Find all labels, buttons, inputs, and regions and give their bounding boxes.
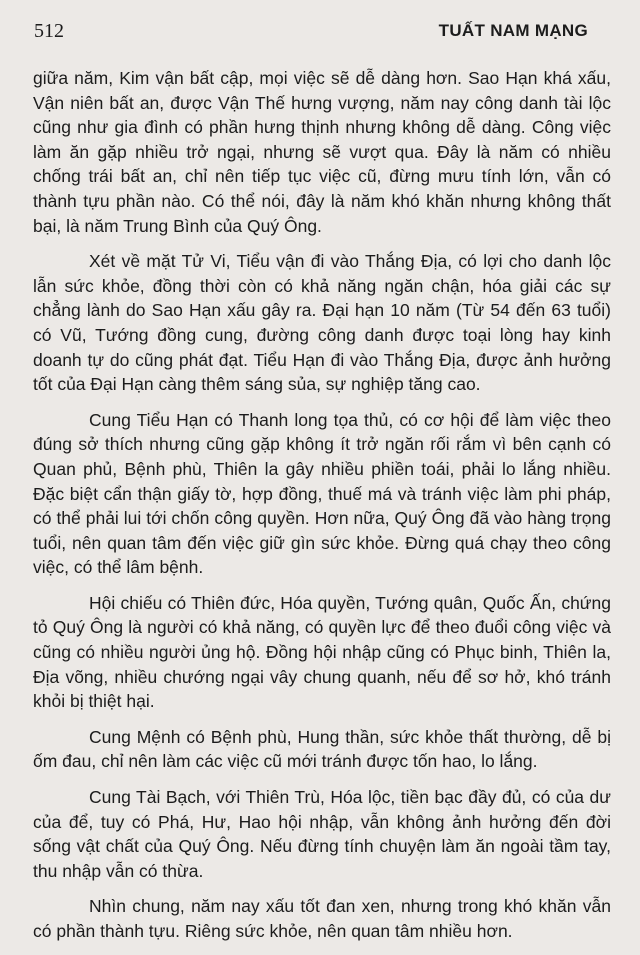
- running-title: TUẤT NAM MẠNG: [438, 21, 588, 40]
- body-text: [33, 66, 611, 955]
- paragraph-cung-menh: Cung Mệnh có Bệnh phù, Hung thần, sức khỏe thất thường, dễ bị ốm đau, chỉ nên làm các việc cũ mới tránh được tốn hao, lo lắng.: [33, 726, 611, 772]
- paragraph-tu-vi: Xét về mặt Tử Vi, Tiểu vận đi vào Thắng Địa, có lợi cho danh lộc lẫn sức khỏe, đồng thời còn có khả năng ngăn chận, hóa giải các sự chẳng lành do Sao Hạn xấu gây ra. Đại hạn 10 năm (Từ 54 đến 63 tuổi) có Vũ, Tướng đồng cung, đường công danh được toại lòng hay kinh doanh tự do cũng phát đạt. Tiểu Hạn đi vào Thắng Địa, được ảnh hưởng tốt của Đại Hạn càng thêm sáng sủa, sự nghiệp tăng cao.: [33, 251, 611, 395]
- paragraph-cung-tai-bach: Cung Tài Bạch, với Thiên Trù, Hóa lộc, tiền bạc đầy đủ, có của dư của để, tuy có Phá, Hư, Hao hội nhập, vẫn không ảnh hưởng đến đời sống vật chất của Quý Ông. Nếu đừng tính chuyện làm ăn ngoài tầm tay, thu nhập vẫn có thừa.: [33, 787, 611, 881]
- paragraph-cung-tieu-han: Cung Tiểu Hạn có Thanh long tọa thủ, có cơ hội để làm việc theo đúng sở thích nhưng cũng gặp không ít trở ngăn rối rắm vì bên cạnh có Quan phủ, Bệnh phù, Thiên la gây nhiều phiền toái, phải lo lắng nhiều. Đặc biệt cẩn thận giấy tờ, hợp đồng, thuế má và tránh việc làm phi pháp, có thể phải lui tới chốn công quyền. Hơn nữa, Quý Ông đã vào hàng trọng tuổi, nên quan tâm đến việc giữ gìn sức khỏe. Đừng quá chạy theo công việc, có thể lâm bệnh.: [33, 409, 611, 578]
- paragraph-hoi-chieu: Hội chiếu có Thiên đức, Hóa quyền, Tướng quân, Quốc Ấn, chứng tỏ Quý Ông là người có khả năng, có quyền lực để theo đuổi công việc và cũng có nhiều người ủng hộ. Đồng hội nhập cũng có Phục binh, Thiên la, Địa võng, nhiều chướng ngại vây chung quanh, nếu để sơ hở, khó tránh khỏi bị thiệt hại.: [33, 592, 611, 712]
- paragraph-continued: giữa năm, Kim vận bất cập, mọi việc sẽ dễ dàng hơn. Sao Hạn khá xấu, Vận niên bất an, được Vận Thế hưng vượng, năm nay công danh tài lộc cũng như gia đình có phần hưng thịnh nhưng không dễ dàng. Công việc làm ăn gặp nhiều trở ngại, nhưng sẽ vượt qua. Đây là năm có nhiều chống trái bất an, chỉ nên tiếp tục việc cũ, đừng mưu tính lớn, vẫn có thành tựu phần nào. Có thể nói, đây là năm khó khăn nhưng không thất bại, là năm Trung Bình của Quý Ông.: [33, 68, 611, 236]
- paragraph-nhin-chung: Nhìn chung, năm nay xấu tốt đan xen, nhưng trong khó khăn vẫn có phần thành tựu. Riêng sức khỏe, nên quan tâm nhiều hơn.: [33, 896, 611, 941]
- page-number: 512: [34, 20, 64, 42]
- page-header: [0, 20, 640, 50]
